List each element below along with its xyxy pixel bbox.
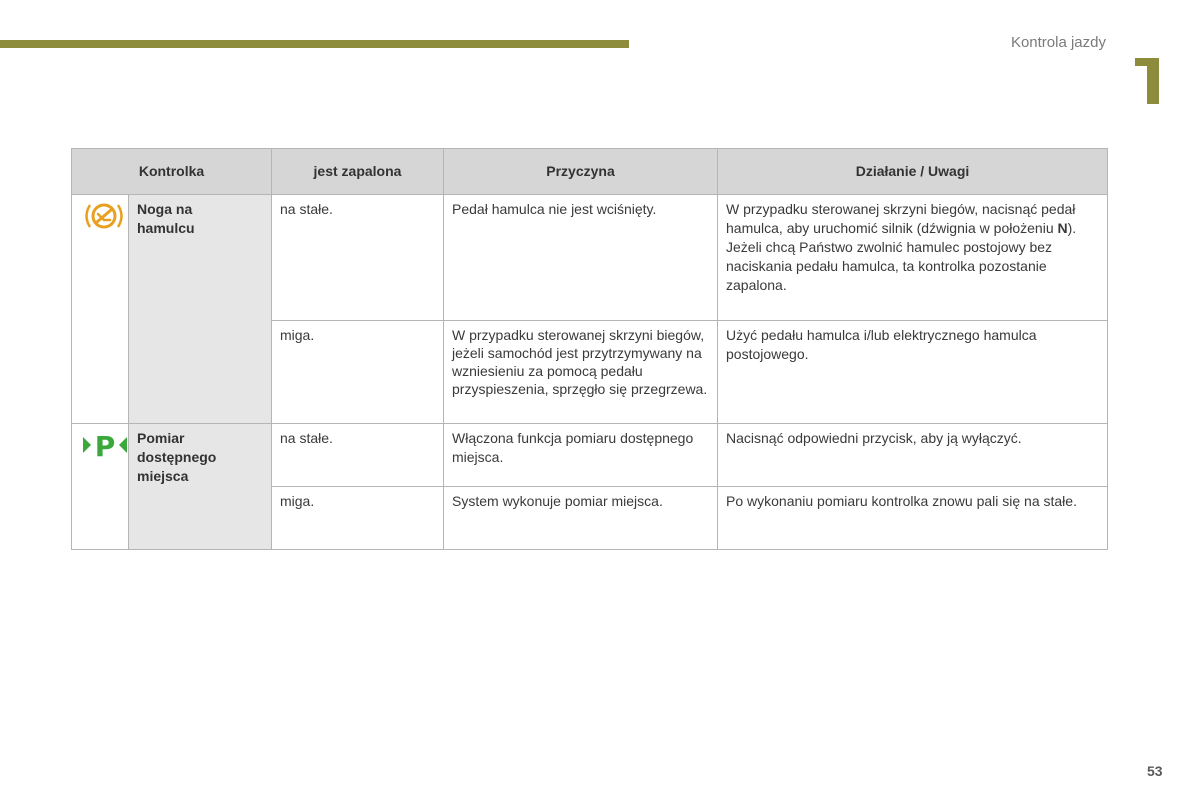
table-header-row [72,149,1108,195]
col-header-cause: Przyczyna [444,149,718,195]
section-title: Kontrola jazdy [1010,34,1106,51]
indicator-name [129,195,272,424]
state-cell: na stałe. [272,195,444,321]
cause-cell: Pedał hamulca nie jest wciśnięty. [444,195,718,321]
indicator-name-line: miejsca [137,468,189,484]
col-header-state: jest zapalona [272,149,444,195]
action-cell: Po wykonaniu pomiaru kontrolka znowu pali się na stałe. [718,487,1108,550]
action-text: Jeżeli chcą Państwo zwolnić hamulec postojowy bez naciskania pedału hamulca, ta kontrolka pozostanie zapalona. [726,239,1053,293]
warning-lights-table [71,148,1108,550]
table-row [72,195,1108,321]
foot-on-brake-icon [80,200,128,232]
indicator-name-line: hamulcu [137,220,195,236]
gear-position-label: N [1057,220,1068,236]
page-number: 53 [1147,763,1163,779]
icon-cell [72,195,129,424]
indicator-name-line: dostępnego [137,449,217,465]
action-cell: Użyć pedału hamulca i/lub elektrycznego hamulca postojowego. [718,321,1108,424]
state-cell: miga. [272,321,444,424]
chapter-number-stem [1147,58,1159,104]
state-cell: na stałe. [272,424,444,487]
top-accent-rule [0,40,629,48]
indicator-name-line: Noga na [137,201,193,217]
action-cell: Nacisnąć odpowiedni przycisk, aby ją wyłączyć. [718,424,1108,487]
col-header-action: Działanie / Uwagi [718,149,1108,195]
cause-cell: Włączona funkcja pomiaru dostępnego miejsca. [444,424,718,487]
parking-p-letter: P [94,430,116,461]
cause-cell: System wykonuje pomiar miejsca. [444,487,718,550]
col-header-kontrolka: Kontrolka [72,149,272,195]
parking-space-measure-icon [80,429,130,461]
action-cell [718,195,1108,321]
cause-cell: W przypadku sterowanej skrzyni biegów, jeżeli samochód jest przytrzymywany na wzniesieniu za pomocą pedału przyspieszenia, sprzęgło się przegrzewa. [444,321,718,424]
state-cell: miga. [272,487,444,550]
chapter-number-marker [1135,58,1159,104]
action-text: W przypadku sterowanej skrzyni biegów, nacisnąć pedał hamulca, aby uruchomić silnik (dźwignia w położeniu [726,201,1076,236]
action-text: ). [1067,220,1077,236]
icon-cell [72,424,129,550]
indicator-name-line: Pomiar [137,430,185,446]
indicator-name [129,424,272,550]
table-row [72,424,1108,487]
